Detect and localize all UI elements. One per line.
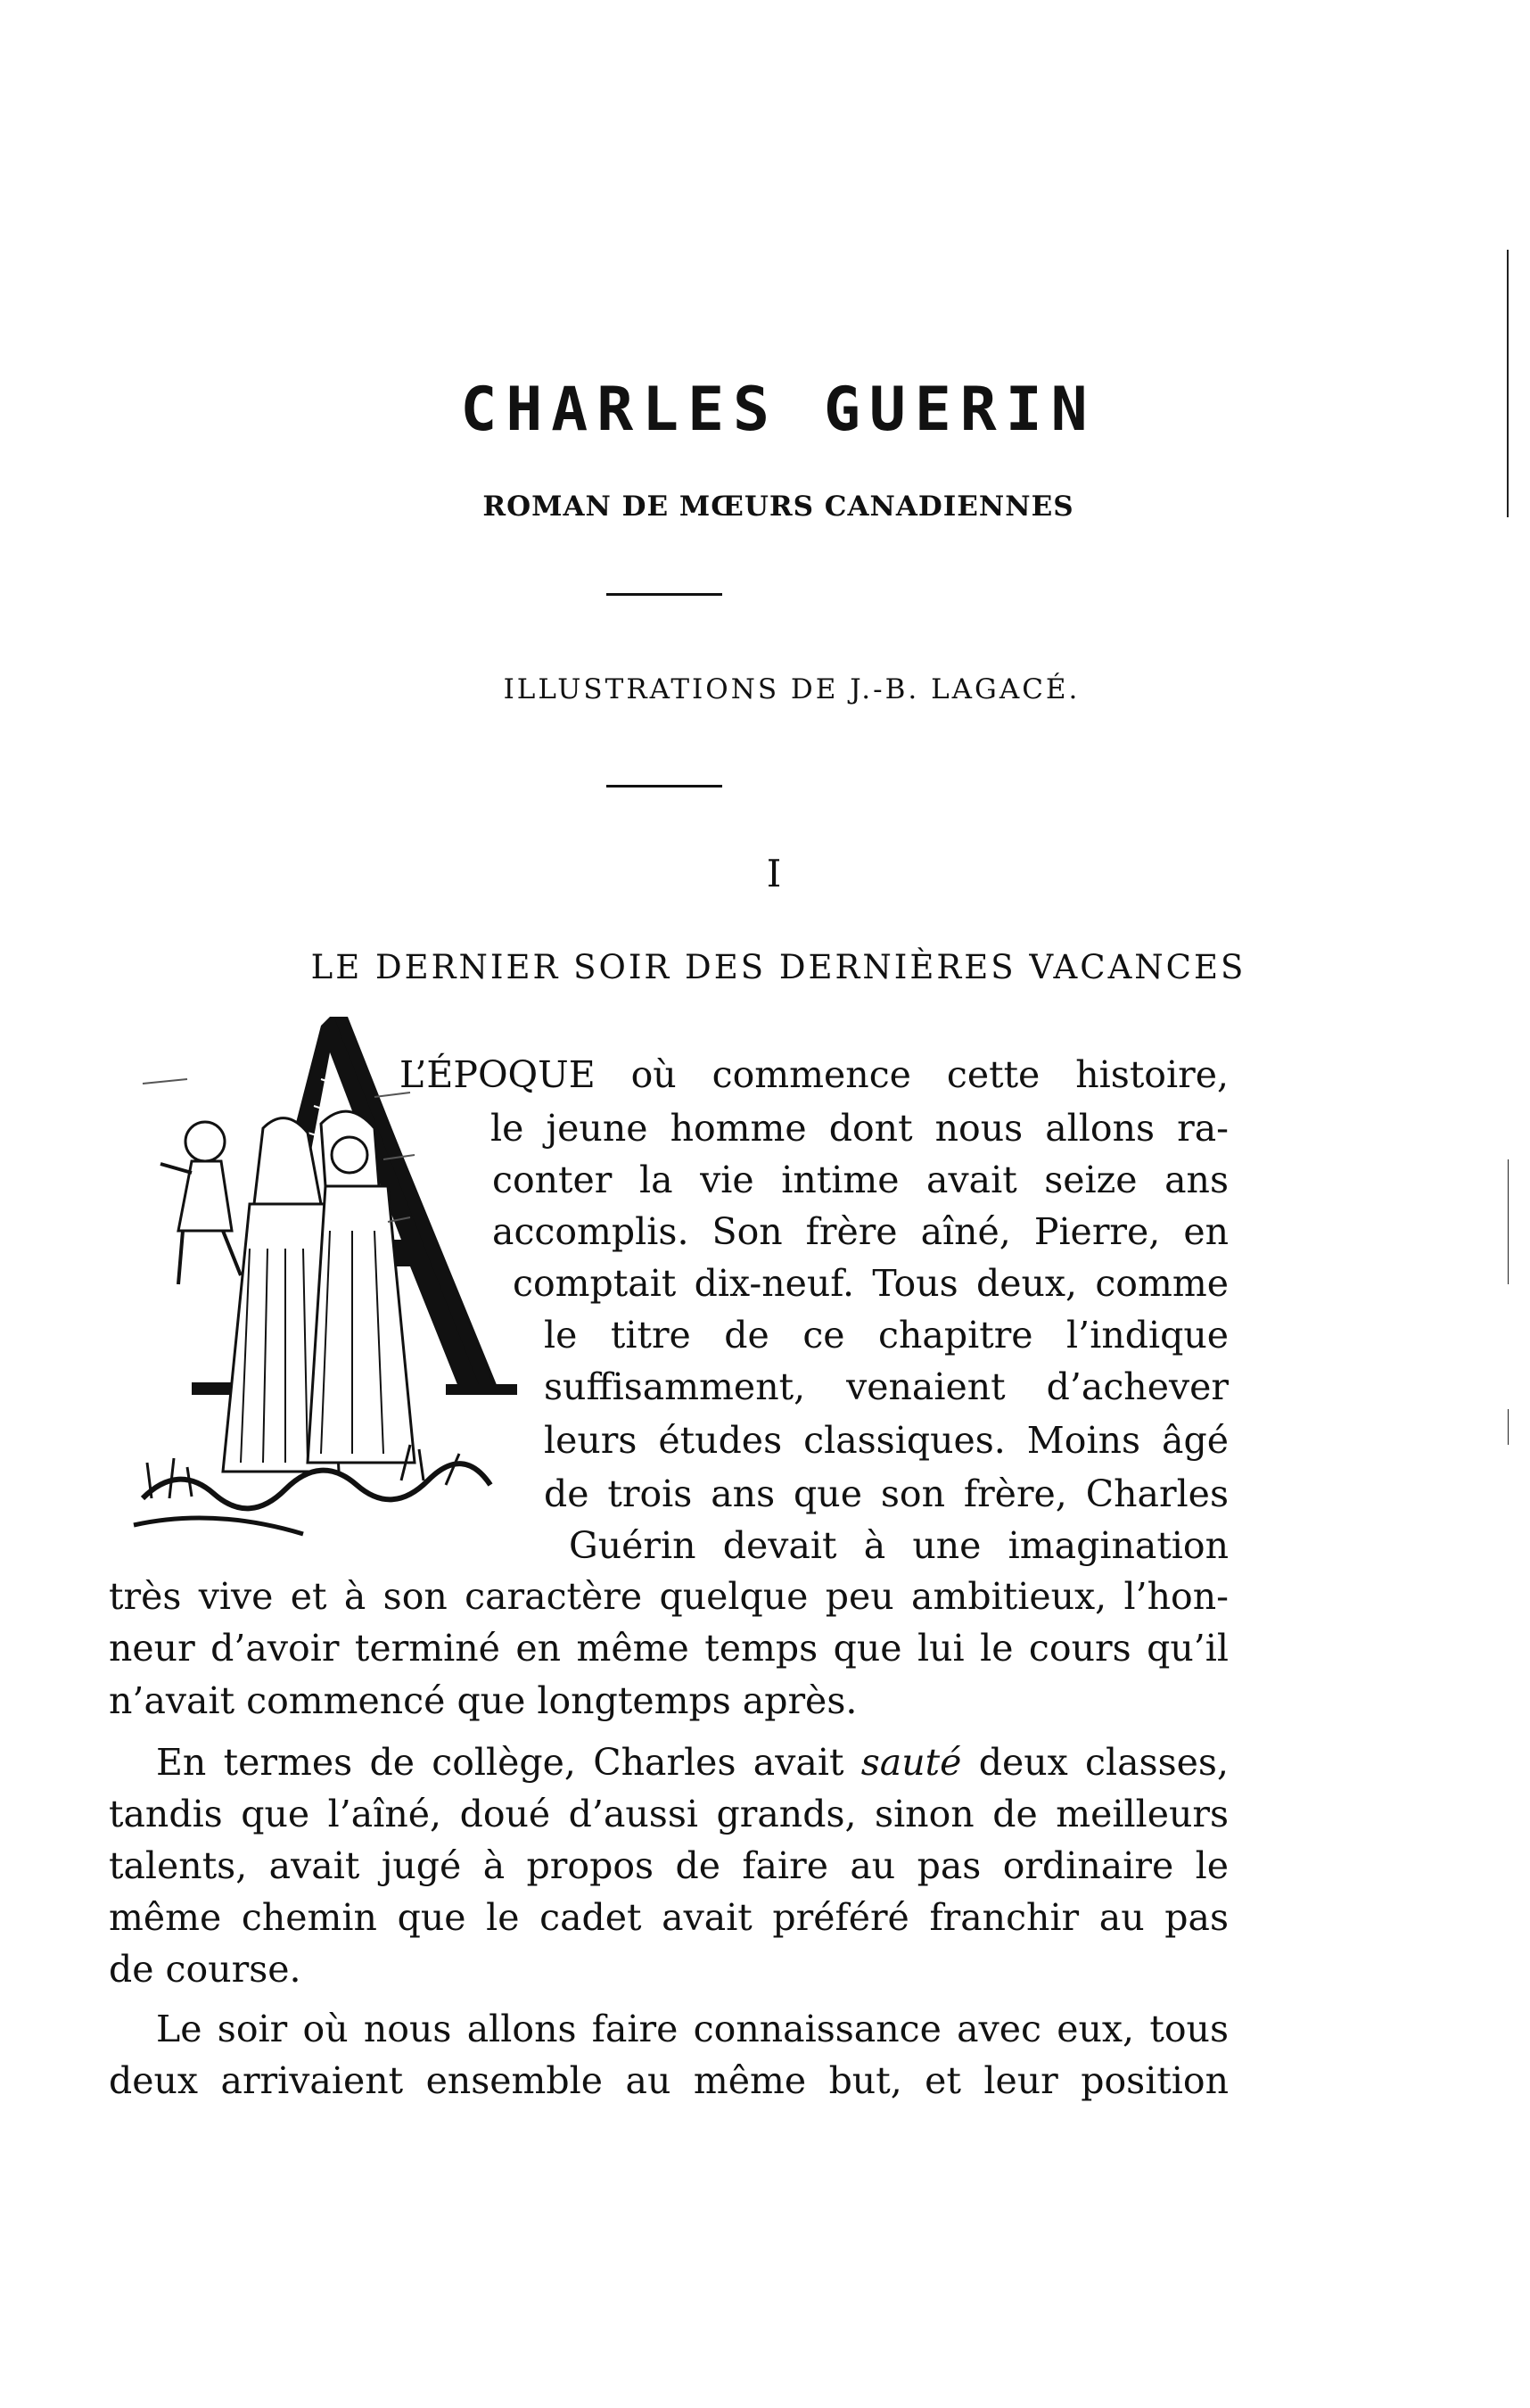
text-line: Le soir où nous allons faire connaissance avec eux, tous	[156, 2008, 1229, 2050]
text-line: le titre de ce chapitre l’indique	[544, 1314, 1229, 1357]
page-edge-mark	[1508, 1409, 1509, 1445]
chapter-number: I	[766, 852, 782, 895]
divider	[606, 785, 722, 788]
text-line: même chemin que le cadet avait préféré franchir au pas	[109, 1896, 1229, 1939]
text-line: n’avait commencé que longtemps après.	[109, 1679, 858, 1722]
text-line: comptait dix-neuf. Tous deux, comme	[513, 1262, 1229, 1305]
illustrator-credit: ILLUSTRATIONS DE J.-B. LAGACÉ.	[503, 673, 1081, 705]
page-edge-mark	[1508, 1159, 1509, 1284]
text-line: neur d’avoir terminé en même temps que lui le cours qu’il	[109, 1627, 1229, 1670]
text-line: suffisamment, venaient d’achever	[544, 1365, 1229, 1408]
text-line: L’ÉPOQUE où commence cette histoire,	[399, 1053, 1229, 1096]
text-line: leurs études classiques. Moins âgé	[544, 1419, 1229, 1462]
book-subtitle: ROMAN DE MŒURS CANADIENNES	[482, 491, 1074, 523]
text-line: le jeune homme dont nous allons ra-	[490, 1107, 1229, 1150]
text-line: accomplis. Son frère aîné, Pierre, en	[492, 1210, 1229, 1253]
text-line: très vive et à son caractère quelque peu ambitieux, l’hon-	[109, 1575, 1229, 1618]
text-line: tandis que l’aîné, doué d’aussi grands, sinon de meilleurs	[109, 1793, 1229, 1835]
text-line: Guérin devait à une imagination	[569, 1524, 1229, 1567]
text-line-with-emphasis: En termes de collège, Charles avait sauté deux classes,	[156, 1741, 1229, 1784]
book-title: CHARLES GUERIN	[460, 375, 1097, 445]
text-line: de trois ans que son frère, Charles	[544, 1472, 1229, 1515]
divider	[606, 593, 722, 596]
text-line: conter la vie intime avait seize ans	[492, 1159, 1229, 1201]
text-line: talents, avait jugé à propos de faire au pas ordinaire le	[109, 1844, 1229, 1887]
chapter-title: LE DERNIER SOIR DES DERNIÈRES VACANCES	[310, 948, 1246, 986]
emphasized-word: sauté	[860, 1741, 962, 1784]
text-line: de course.	[109, 1948, 301, 1991]
text-line: deux arrivaient ensemble au même but, et leur position	[109, 2059, 1229, 2102]
